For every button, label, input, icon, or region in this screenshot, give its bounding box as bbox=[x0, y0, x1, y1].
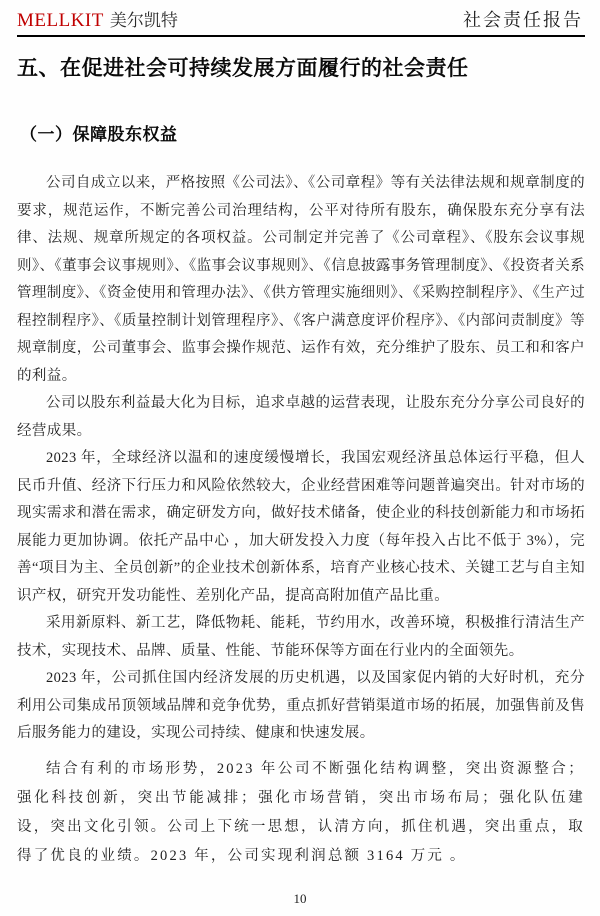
paragraph-clean-production: 采用新原料、新工艺，降低物耗、能耗，节约用水，改善环境，积极推行清洁生产技术，实现技术、品牌、质量、性能、节能环保等方面在行业内的全面领先。 bbox=[17, 615, 585, 659]
paragraph-shareholder-rights: 公司自成立以来，严格按照《公司法》、《公司章程》等有关法律法规和规章制度的要求，规范运作，不断完善公司治理结构，公平对待所有股东，确保股东充分享有法律、法规、规章所规定的各项权益。公司制定并完善了《公司章程》、《股东会议事规则》、《董事会议事规则》、《监事会议事规则》、《信息披露事务管理制度》、《投资者关系管理制度》、《资金使用和管理办法》、《供方管理实施细则》、《采购控制程序》、《生产过程控制程序》、《质量控制计划管理程序》、《客户满意度评价程序》、《内部问责制度》等规章制度，公司董事会、监事会操作规范、运作有效，充分维护了股东、员工和和客户的利益。 bbox=[17, 175, 585, 384]
report-type-label: 社会责任报告 bbox=[463, 10, 583, 30]
paragraph-2023-economy: 2023 年，全球经济以温和的速度缓慢增长，我国宏观经济虽总体运行平稳，但人民币升值、经济下行压力和风险依然较大，企业经营困难等问题普遍突出。针对市场的现实需求和潜在需求，确定研发方向，做好技术储备，使企业的科技创新能力和市场拓展能力更加协调。依托产品中心 ，加大研发投入力度（每年投入占比不低于 3%），完善“项目为主、全员创新”的企业技术创新体系，培育产业核心技术、关键工艺与自主知识产权，研究开发功能性、差别化产品，提高高附加值产品比重。 bbox=[17, 450, 585, 604]
page-number: 10 bbox=[293, 891, 307, 906]
logo-mellkit-text: MELLKIT bbox=[17, 10, 104, 31]
page-footer bbox=[0, 890, 600, 908]
paragraph-2023-opportunity: 2023 年，公司抓住国内经济发展的历史机遇，以及国家促内销的大好时机，充分利用公司集成吊顶领域品牌和竞争优势，重点抓好营销渠道市场的拓展，加强售前及售后服务能力的建设，实现公司持续、健康和快速发展。 bbox=[17, 670, 585, 741]
page-header bbox=[17, 8, 585, 32]
paragraph-shareholder-interest: 公司以股东利益最大化为目标，追求卓越的运营表现，让股东充分分享公司良好的经营成果。 bbox=[17, 395, 585, 439]
company-logo bbox=[17, 6, 178, 32]
paragraph-2023-results: 结合有利的市场形势，2023 年公司不断强化结构调整，突出资源整合；强化科技创新，突出节能减排；强化市场营销，突出市场布局；强化队伍建设，突出文化引领。公司上下统一思想，认清方向，抓住机遇，突出重点，取得了优良的业绩。2023 年，公司实现利润总额 3164 万元 。 bbox=[17, 760, 585, 864]
section-title: 五、在促进社会可持续发展方面履行的社会责任 bbox=[17, 57, 469, 80]
logo-chinese-text: 美尔凯特 bbox=[109, 11, 178, 30]
header-divider bbox=[17, 35, 585, 37]
body-text bbox=[17, 170, 585, 871]
subsection-title: （一）保障股东权益 bbox=[20, 125, 178, 144]
